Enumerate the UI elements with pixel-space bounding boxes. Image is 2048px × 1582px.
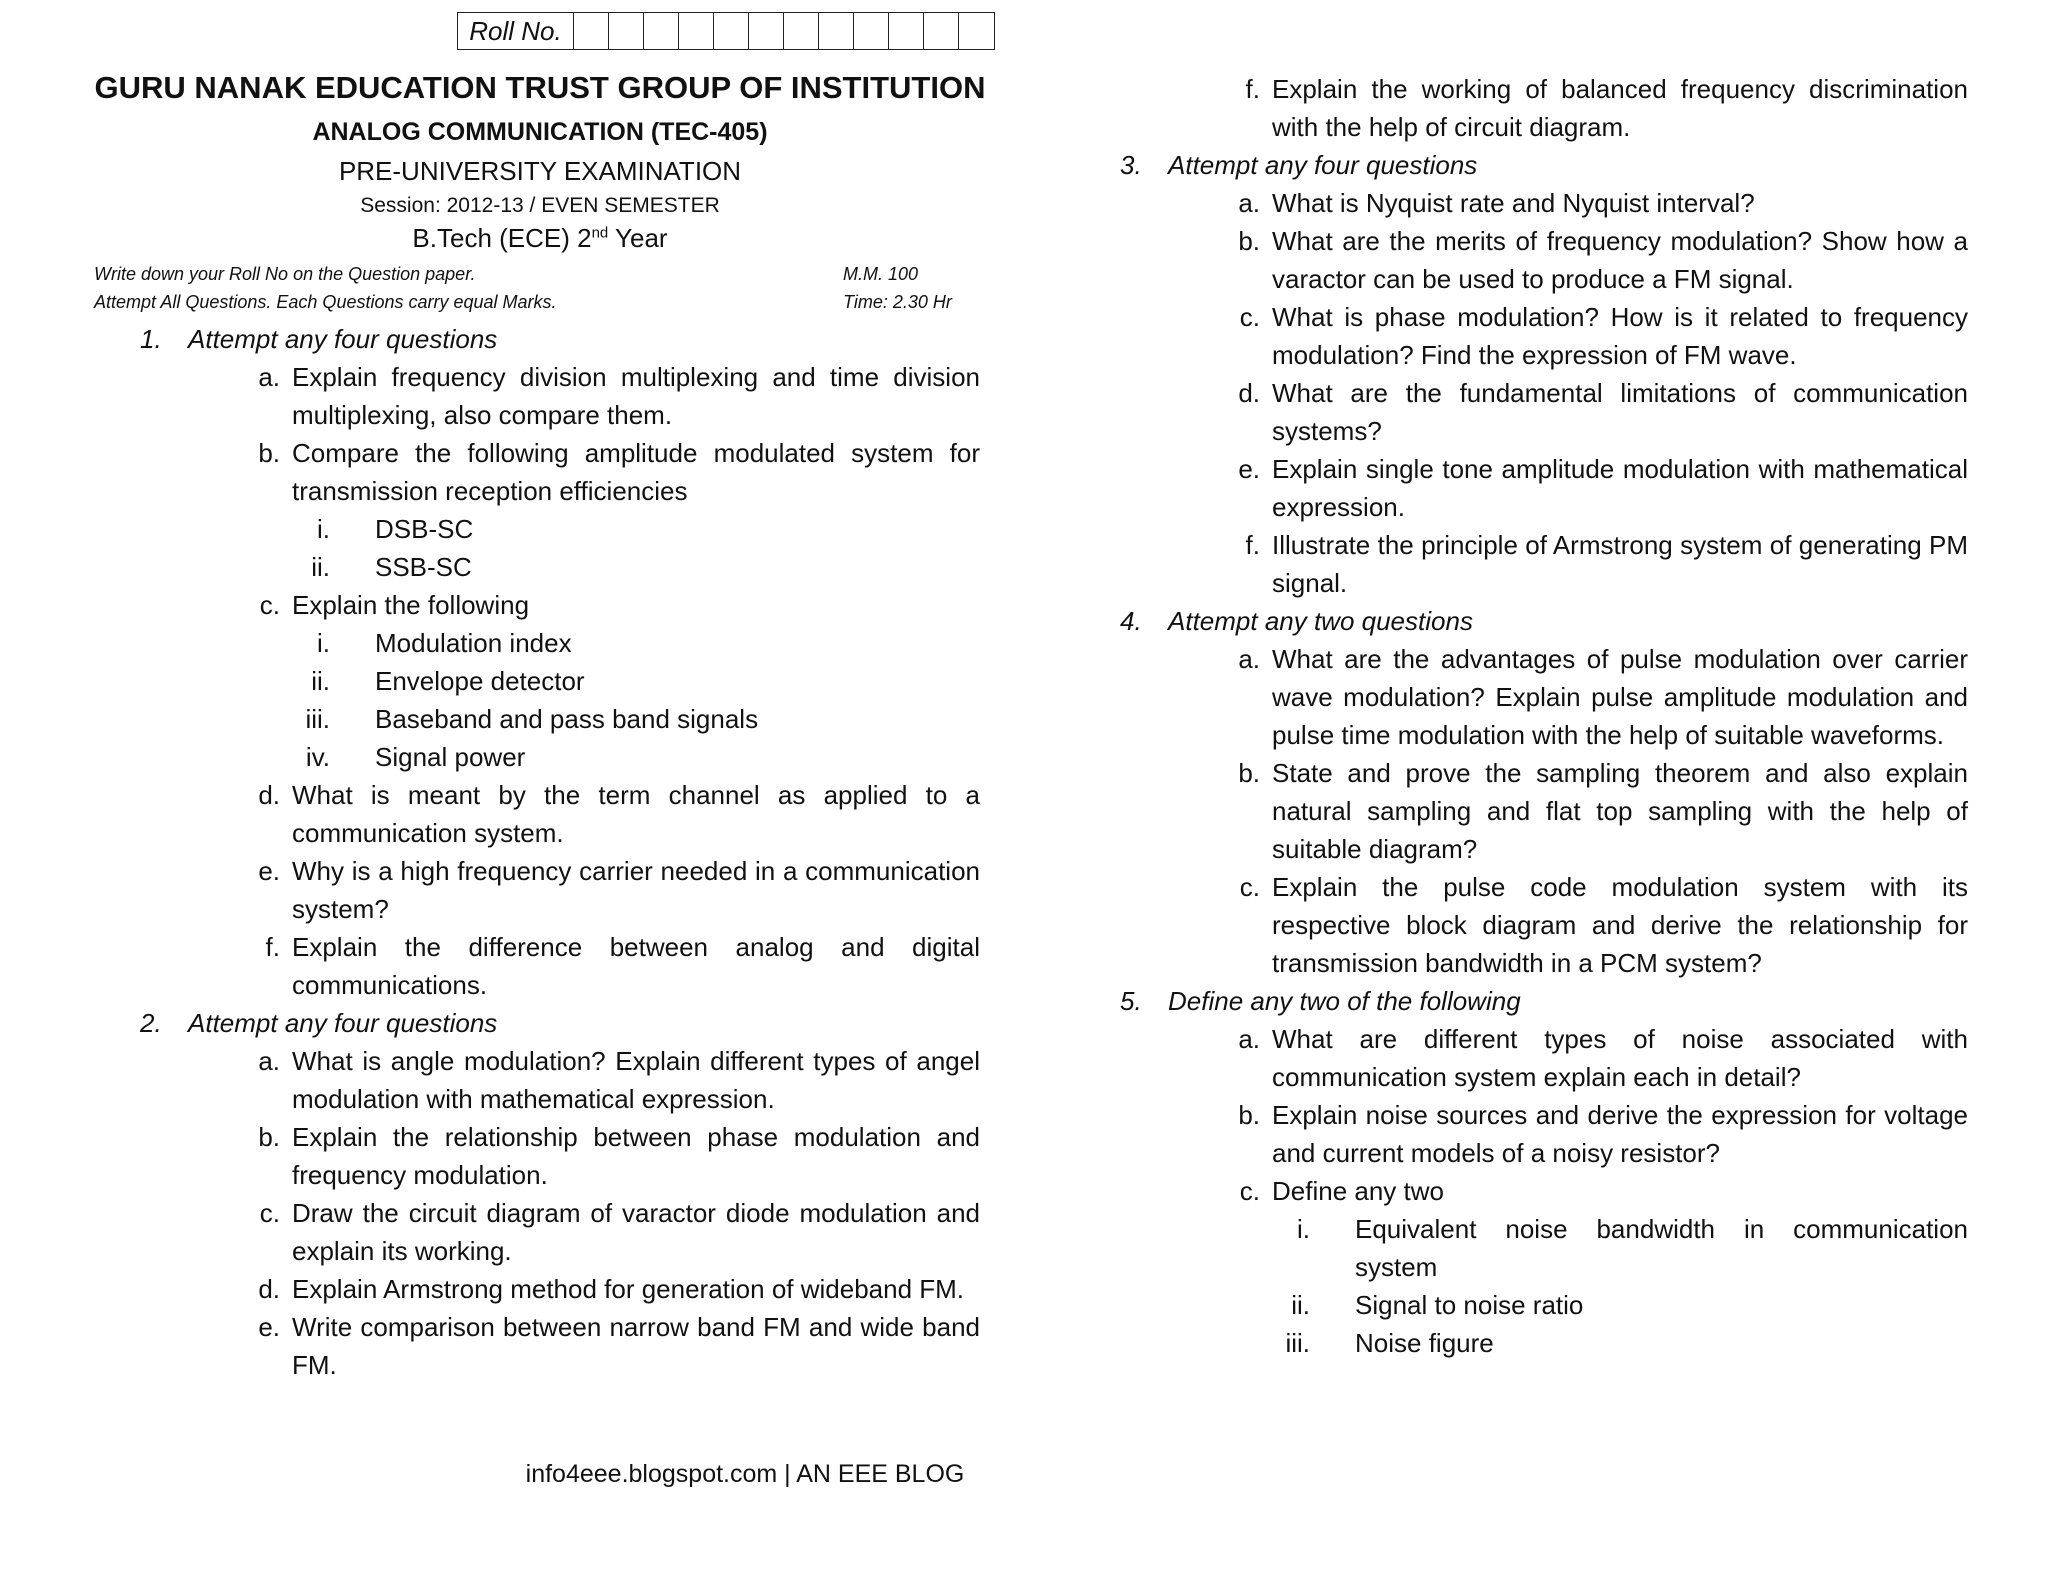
question-label: c. — [1239, 302, 1260, 332]
roll-digit-cell — [924, 13, 959, 49]
section-title: Define any two of the following — [1168, 986, 1521, 1016]
question-item — [1213, 1096, 1968, 1172]
question-text: Explain noise sources and derive the expression for voltage and current models of a noisy resistor? — [1272, 1100, 1968, 1168]
section-number: 1. — [140, 324, 162, 354]
sub-question-item — [1260, 1286, 1968, 1324]
footer-text: info4eee.blogspot.com | AN EEE BLOG — [525, 1460, 965, 1488]
question-item — [1213, 70, 1968, 146]
time-allowed: Time: 2.30 Hr — [843, 292, 952, 312]
question-text: Explain the following — [292, 590, 530, 620]
sub-question-text: Noise figure — [1355, 1328, 1494, 1358]
question-item — [233, 358, 980, 434]
roll-digit-cell — [749, 13, 784, 49]
sub-question-text: Envelope detector — [375, 666, 585, 696]
section-number: 3. — [1120, 150, 1142, 180]
sub-question-item — [1260, 1210, 1968, 1286]
question-item — [1213, 754, 1968, 868]
section-number: 4. — [1120, 606, 1142, 636]
question-item — [1213, 868, 1968, 982]
question-label: c. — [1239, 1176, 1260, 1206]
question-label: c. — [1239, 872, 1260, 902]
question-item — [1213, 222, 1968, 298]
roll-digit-cell — [609, 13, 644, 49]
instruction-roll: Write down your Roll No on the Question paper. — [94, 264, 476, 284]
question-label: e. — [258, 1312, 280, 1342]
question-item — [1213, 374, 1968, 450]
sub-question-item — [280, 738, 980, 776]
sub-question-label: i. — [1297, 1214, 1310, 1244]
sub-question-text: Signal power — [375, 742, 526, 772]
question-text: Illustrate the principle of Armstrong system of generating PM signal. — [1272, 530, 1968, 598]
question-item — [233, 852, 980, 928]
sub-question-label: ii. — [1291, 1290, 1310, 1320]
max-marks: M.M. 100 — [843, 264, 919, 284]
question-label: f. — [1245, 530, 1260, 560]
question-item — [233, 1270, 980, 1308]
roll-digit-cell — [574, 13, 609, 49]
question-text: What are the fundamental limitations of communication systems? — [1272, 378, 1968, 446]
question-text: Define any two — [1272, 1176, 1444, 1206]
question-text: Explain the working of balanced frequency discrimination with the help of circuit diagram. — [1272, 74, 1968, 142]
question-item — [233, 776, 980, 852]
question-item — [1213, 298, 1968, 374]
question-label: a. — [258, 1046, 280, 1076]
sub-question-text: Baseband and pass band signals — [375, 704, 759, 734]
question-text: Draw the circuit diagram of varactor diode modulation and explain its working. — [292, 1198, 980, 1266]
question-text: Explain frequency division multiplexing and time division multiplexing, also compare them. — [292, 362, 980, 430]
question-item — [233, 586, 980, 624]
sub-question-item — [280, 624, 980, 662]
left-column — [140, 320, 980, 1384]
question-item — [233, 928, 980, 1004]
section-heading — [1120, 146, 1968, 184]
question-text: What is meant by the term channel as applied to a communication system. — [292, 780, 980, 848]
section-heading — [140, 320, 980, 358]
sub-question-item — [280, 510, 980, 548]
question-text: Explain single tone amplitude modulation with mathematical expression. — [1272, 454, 1968, 522]
section-heading — [1120, 602, 1968, 640]
right-column — [1120, 70, 1968, 1362]
question-text: What are different types of noise associated with communication system explain each in detail? — [1272, 1024, 1968, 1092]
roll-number-box — [457, 12, 995, 50]
question-text: Explain the relationship between phase modulation and frequency modulation. — [292, 1122, 980, 1190]
question-text: Compare the following amplitude modulated system for transmission reception efficiencies — [292, 438, 980, 506]
roll-digit-cell — [889, 13, 924, 49]
question-label: e. — [258, 856, 280, 886]
sub-question-text: Modulation index — [375, 628, 572, 658]
question-label: b. — [258, 1122, 280, 1152]
sub-question-text: Equivalent noise bandwidth in communication system — [1355, 1214, 1968, 1282]
roll-digit-cell — [679, 13, 714, 49]
instruction-attempt: Attempt All Questions. Each Questions carry equal Marks. — [94, 292, 557, 312]
section-title: Attempt any four questions — [1168, 150, 1478, 180]
sub-question-text: DSB-SC — [375, 514, 474, 544]
course-line — [60, 223, 1020, 254]
question-item — [1213, 526, 1968, 602]
question-text: Explain the pulse code modulation system with its respective block diagram and derive the relationship for transmission bandwidth in a PCM system? — [1272, 872, 1968, 978]
course-ordinal: nd — [591, 224, 609, 242]
sub-question-label: iii. — [1285, 1328, 1310, 1358]
question-label: b. — [1238, 1100, 1260, 1130]
question-item — [1213, 1172, 1968, 1210]
sub-question-text: Signal to noise ratio — [1355, 1290, 1584, 1320]
roll-digit-cell — [819, 13, 854, 49]
question-text: State and prove the sampling theorem and also explain natural sampling and flat top sampling with the help of suitable diagram? — [1272, 758, 1968, 864]
institution-title: GURU NANAK EDUCATION TRUST GROUP OF INSTITUTION — [94, 70, 986, 105]
question-label: d. — [258, 1274, 280, 1304]
section-number: 5. — [1120, 986, 1142, 1016]
question-label: b. — [1238, 758, 1260, 788]
question-text: Why is a high frequency carrier needed in a communication system? — [292, 856, 980, 924]
question-label: e. — [1238, 454, 1260, 484]
sub-question-item — [1260, 1324, 1968, 1362]
section-number: 2. — [140, 1008, 162, 1038]
question-item — [233, 1194, 980, 1270]
question-text: Explain Armstrong method for generation of wideband FM. — [292, 1274, 965, 1304]
roll-digit-cell — [644, 13, 679, 49]
question-item — [233, 1308, 980, 1384]
question-item — [233, 1042, 980, 1118]
question-item — [1213, 450, 1968, 526]
sub-question-item — [280, 548, 980, 586]
roll-digit-cell — [784, 13, 819, 49]
section-title: Attempt any four questions — [188, 324, 498, 354]
sub-question-text: SSB-SC — [375, 552, 472, 582]
question-item — [233, 434, 980, 510]
sub-question-item — [280, 700, 980, 738]
question-label: a. — [258, 362, 280, 392]
question-label: a. — [1238, 644, 1260, 674]
question-text: Write comparison between narrow band FM and wide band FM. — [292, 1312, 980, 1380]
question-label: c. — [259, 1198, 280, 1228]
question-text: What is angle modulation? Explain different types of angel modulation with mathematical expression. — [292, 1046, 980, 1114]
question-item — [1213, 1020, 1968, 1096]
session-line: Session: 2012-13 / EVEN SEMESTER — [360, 194, 720, 217]
sub-question-item — [280, 662, 980, 700]
roll-digit-cell — [959, 13, 994, 49]
exam-title: PRE-UNIVERSITY EXAMINATION — [338, 156, 742, 186]
course-prefix: B.Tech (ECE) 2 — [412, 223, 592, 253]
course-suffix: Year — [608, 223, 668, 253]
question-label: a. — [1238, 1024, 1260, 1054]
question-text: Explain the difference between analog and digital communications. — [292, 932, 980, 1000]
sub-question-label: iv. — [305, 742, 330, 772]
roll-number-label: Roll No. — [458, 13, 574, 49]
question-label: b. — [258, 438, 280, 468]
question-text: What are the merits of frequency modulation? Show how a varactor can be used to produce a FM signal. — [1272, 226, 1968, 294]
section-heading — [1120, 982, 1968, 1020]
sub-question-label: ii. — [311, 666, 330, 696]
question-label: f. — [1245, 74, 1260, 104]
question-item — [1213, 184, 1968, 222]
question-item — [1213, 640, 1968, 754]
question-label: d. — [1238, 378, 1260, 408]
question-label: b. — [1238, 226, 1260, 256]
question-text: What is Nyquist rate and Nyquist interval? — [1272, 188, 1755, 218]
question-label: f. — [265, 932, 280, 962]
sub-question-label: ii. — [311, 552, 330, 582]
question-label: d. — [258, 780, 280, 810]
roll-digit-cell — [854, 13, 889, 49]
subject-title: ANALOG COMMUNICATION (TEC-405) — [312, 118, 768, 146]
question-item — [233, 1118, 980, 1194]
section-title: Attempt any four questions — [188, 1008, 498, 1038]
sub-question-label: i. — [317, 628, 330, 658]
question-text: What are the advantages of pulse modulation over carrier wave modulation? Explain pulse amplitude modulation and pulse time modulation with the help of suitable waveforms. — [1272, 644, 1968, 750]
roll-digit-cell — [714, 13, 749, 49]
question-text: What is phase modulation? How is it related to frequency modulation? Find the expression of FM wave. — [1272, 302, 1968, 370]
question-label: a. — [1238, 188, 1260, 218]
sub-question-label: i. — [317, 514, 330, 544]
section-heading — [140, 1004, 980, 1042]
sub-question-label: iii. — [305, 704, 330, 734]
section-title: Attempt any two questions — [1168, 606, 1473, 636]
question-label: c. — [259, 590, 280, 620]
